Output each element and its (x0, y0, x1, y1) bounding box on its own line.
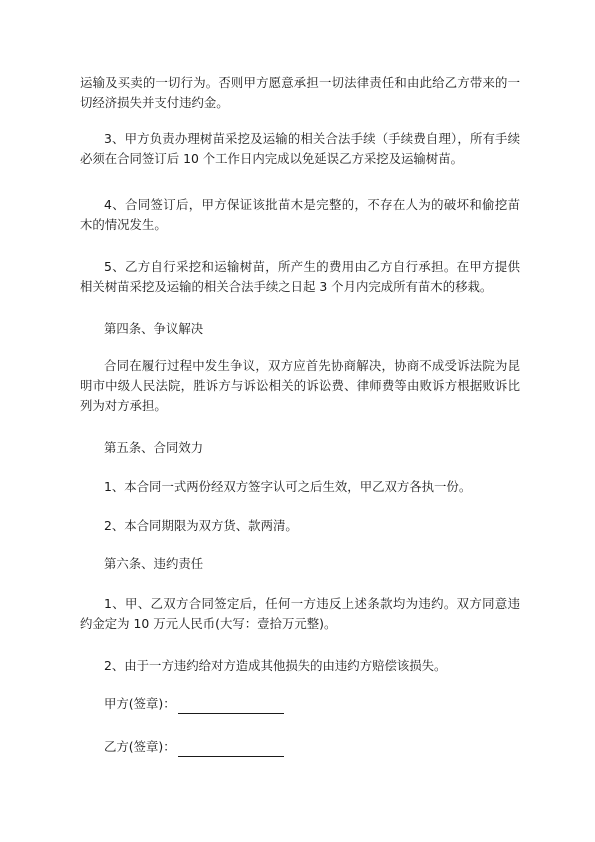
article-6-clause-1: 1、甲、乙双方合同签定后，任何一方违反上述条款均为违约。双方同意违约金定为 10 万元人民币(大写：壹拾万元整)。 (80, 596, 520, 631)
signature-party-b (104, 737, 404, 757)
clause-5: 5、乙方自行采挖和运输树苗，所产生的费用由乙方自行承担。在甲方提供相关树苗采挖及运输的相关合法手续之日起 3 个月内完成所有苗木的移栽。 (80, 259, 520, 294)
clause-4: 4、合同签订后，甲方保证该批苗木是完整的，不存在人为的破坏和偷挖苗木的情况发生。 (80, 197, 520, 232)
heading-article-6: 第六条、违约责任 (104, 556, 204, 571)
signature-label-party-a: 甲方(签章)： (104, 696, 176, 711)
signature-party-a (104, 694, 404, 714)
signature-line-party-a[interactable] (178, 699, 284, 714)
article-4-body: 合同在履行过程中发生争议，双方应首先协商解决，协商不成受诉法院为昆明市中级人民法院，胜诉方与诉讼相关的诉讼费、律师费等由败诉方根据败诉比列为对方承担。 (80, 358, 520, 413)
signature-line-party-b[interactable] (178, 742, 284, 757)
article-5-clause-1: 1、本合同一式两份经双方签字认可之后生效，甲乙双方各执一份。 (104, 479, 472, 494)
article-5-clause-2: 2、本合同期限为双方货、款两清。 (104, 518, 298, 533)
signature-label-party-b: 乙方(签章)： (104, 739, 176, 754)
heading-article-4: 第四条、争议解决 (104, 321, 204, 336)
article-6-clause-2: 2、由于一方违约给对方造成其他损失的由违约方赔偿该损失。 (104, 658, 447, 673)
heading-article-5: 第五条、合同效力 (104, 440, 204, 455)
paragraph-continuation: 运输及买卖的一切行为。否则甲方愿意承担一切法律责任和由此给乙方带来的一切经济损失并支付违约金。 (80, 75, 520, 110)
clause-3: 3、甲方负责办理树苗采挖及运输的相关合法手续（手续费自理），所有手续必须在合同签订后 10 个工作日内完成以免延误乙方采挖及运输树苗。 (80, 131, 520, 166)
